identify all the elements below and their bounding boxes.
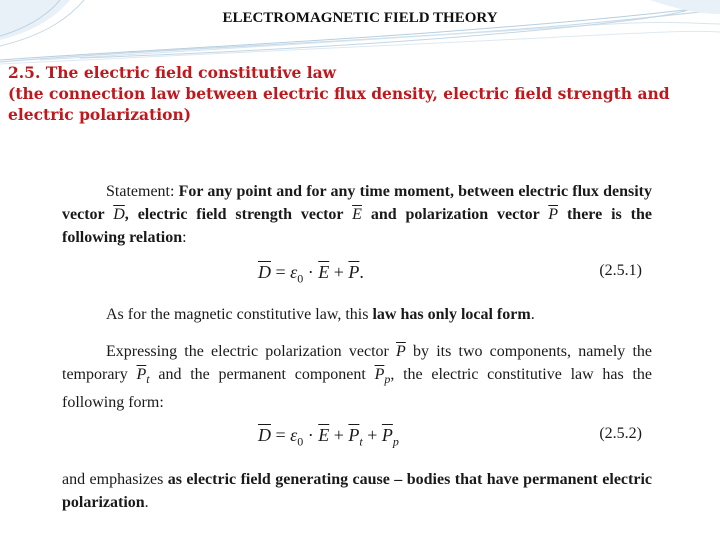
eq2-plus-1: + bbox=[329, 425, 349, 445]
eq2-equals: = bbox=[271, 425, 291, 445]
expressing-text-3: and the permanent component bbox=[149, 366, 375, 383]
conclusion-paragraph bbox=[62, 468, 652, 514]
eq1-epsilon: ε bbox=[290, 262, 298, 282]
statement-paragraph bbox=[62, 180, 652, 249]
eq2-epsilon: ε bbox=[290, 425, 298, 445]
conclusion-bold: as electric field generating cause – bodies that have permanent electric polarization bbox=[62, 471, 652, 511]
eq1-equals: = bbox=[271, 262, 291, 282]
eq2-epsilon-sub: 0 bbox=[297, 434, 304, 449]
magnetic-bold: law has only local form bbox=[372, 306, 531, 323]
equation-1-formula bbox=[258, 262, 364, 287]
expr-var-pt: $\overline{P}$ bbox=[136, 366, 147, 383]
eq2-pt: $\overline{P}$ bbox=[348, 425, 360, 445]
expressing-text-2: by its two components, namely the temporary bbox=[62, 343, 653, 383]
page-header-title: ELECTROMAGNETIC FIELD THEORY bbox=[222, 10, 498, 26]
equation-2-number: (2.5.2) bbox=[599, 425, 642, 442]
eq2-pp: $\overline{P}$ bbox=[381, 425, 393, 445]
statement-tail: : bbox=[182, 229, 187, 246]
expressing-text-1: Expressing the electric polarization vector bbox=[106, 343, 397, 360]
expressing-text-4: , the electric constitutive law has the following form: bbox=[62, 366, 653, 412]
section-heading-line-3: electric polarization) bbox=[8, 105, 192, 124]
statement-bold-1: For any point and for any time moment, between electric flux density vector bbox=[62, 183, 653, 223]
eq1-dot: · bbox=[303, 262, 319, 282]
eq2-pp-sub: p bbox=[392, 434, 399, 449]
equation-2-5-1 bbox=[62, 262, 652, 290]
equation-2-formula bbox=[258, 425, 399, 450]
conclusion-text-2: . bbox=[144, 494, 149, 511]
equation-2-5-2 bbox=[62, 425, 652, 453]
section-heading-line-2: (the connection law between electric flux density, electric field strength and bbox=[8, 84, 670, 103]
expr-pt-sub: t bbox=[146, 372, 150, 387]
statement-bold-3: and polarization vector bbox=[361, 206, 549, 223]
conclusion-text-1: and emphasizes bbox=[62, 471, 168, 488]
eq2-lhs: $\overline{D}$ bbox=[258, 425, 271, 445]
expr-pp-sub: p bbox=[384, 372, 391, 387]
var-d: $\overline{D}$ bbox=[113, 206, 125, 223]
var-p: $\overline{P}$ bbox=[548, 206, 559, 223]
section-heading bbox=[8, 62, 714, 125]
eq1-plus: + bbox=[329, 262, 349, 282]
expr-var-pp: $\overline{P}$ bbox=[374, 366, 385, 383]
magnetic-text-2: . bbox=[530, 306, 535, 323]
eq1-e: $\overline{E}$ bbox=[318, 262, 330, 282]
equation-1-number: (2.5.1) bbox=[599, 262, 642, 279]
magnetic-paragraph bbox=[62, 303, 652, 326]
eq1-p: $\overline{P}$ bbox=[348, 262, 360, 282]
eq1-epsilon-sub: 0 bbox=[297, 271, 304, 286]
var-e: $\overline{E}$ bbox=[352, 206, 362, 223]
eq2-plus-2: + bbox=[362, 425, 382, 445]
eq2-pt-sub: t bbox=[359, 434, 363, 449]
statement-bold-4: there is the following relation bbox=[62, 206, 652, 246]
eq2-dot: · bbox=[303, 425, 319, 445]
section-heading-line-1: 2.5. The electric field constitutive law bbox=[8, 63, 337, 82]
statement-lead: Statement: bbox=[106, 183, 179, 200]
statement-bold-2: , electric field strength vector bbox=[124, 206, 353, 223]
eq1-end: . bbox=[359, 262, 364, 282]
magnetic-text-1: As for the magnetic constitutive law, this bbox=[106, 306, 373, 323]
eq1-lhs: $\overline{D}$ bbox=[258, 262, 271, 282]
expressing-paragraph bbox=[62, 340, 652, 414]
expr-var-p: $\overline{P}$ bbox=[396, 343, 406, 360]
eq2-e: $\overline{E}$ bbox=[318, 425, 330, 445]
